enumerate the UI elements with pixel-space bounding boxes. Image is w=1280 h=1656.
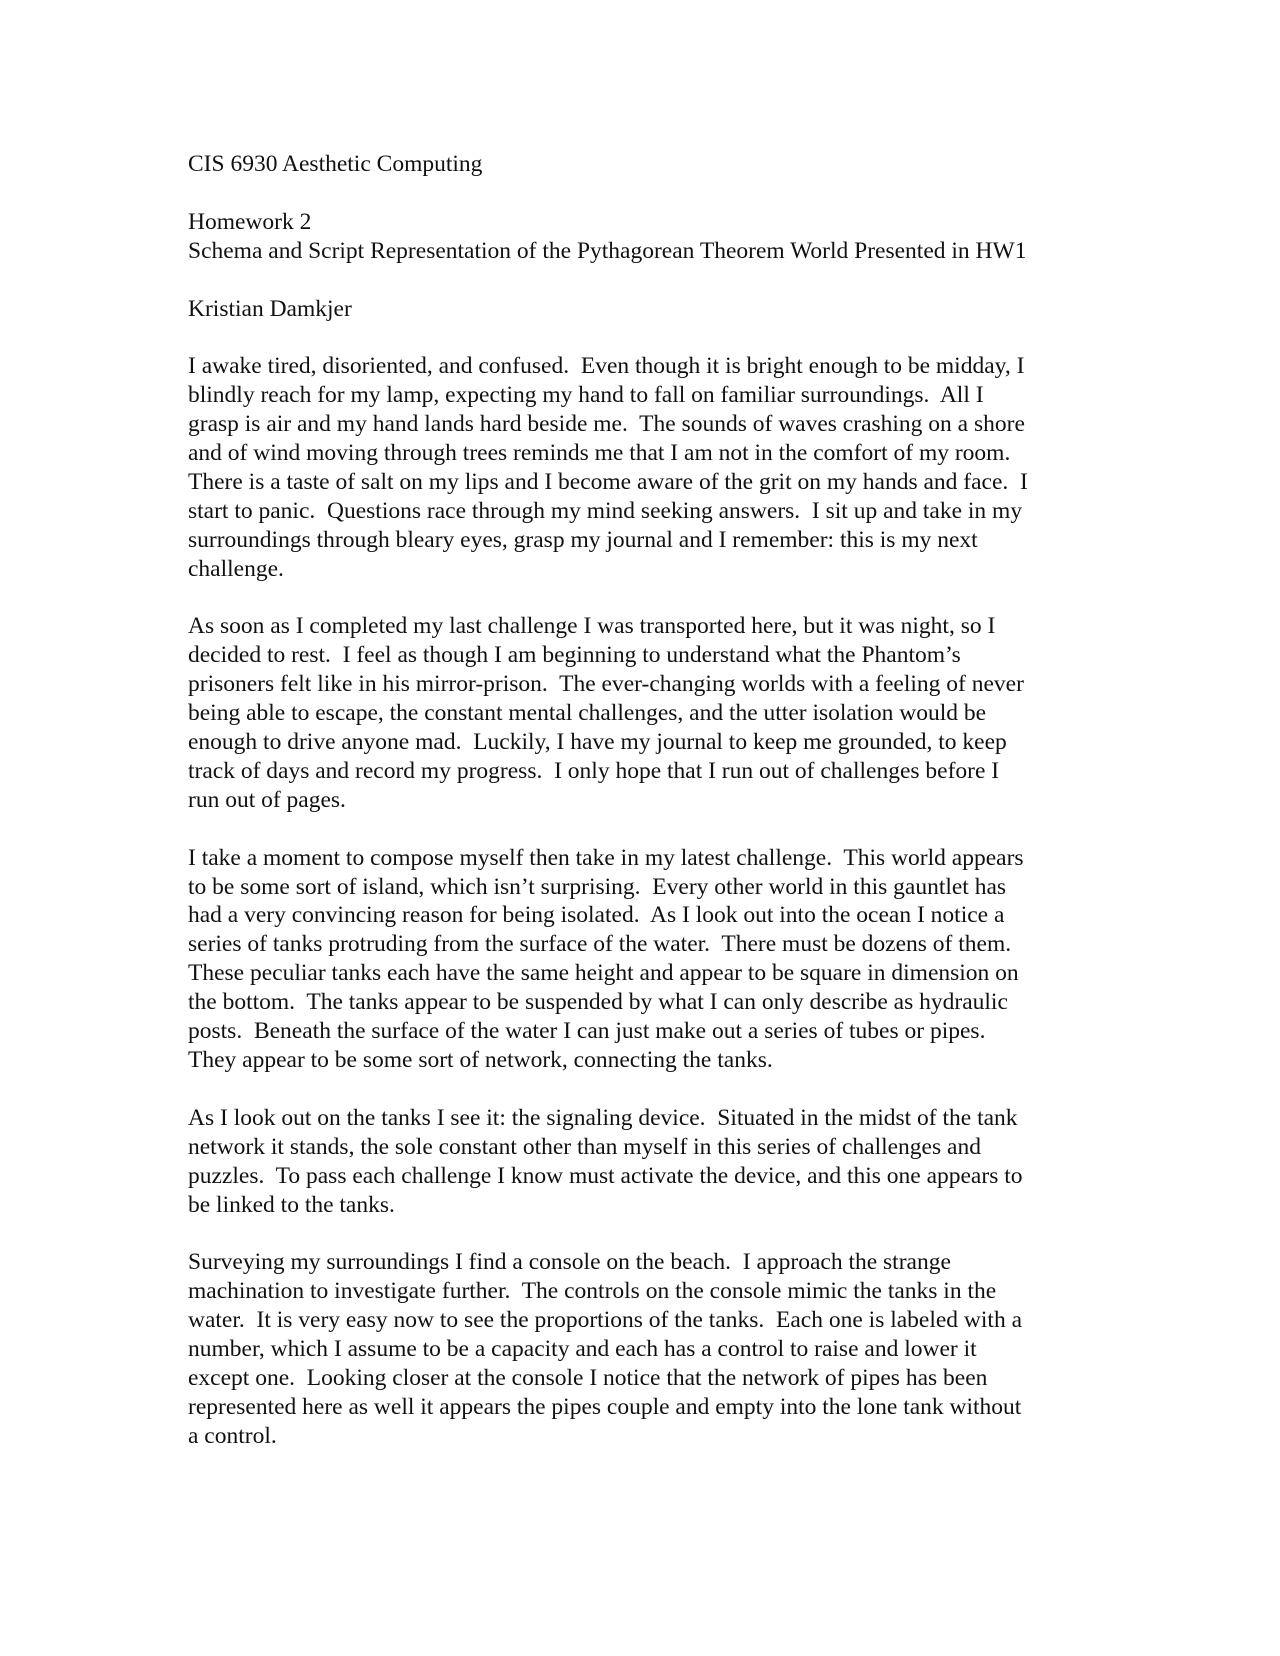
paragraph-line: a control. [188,1422,277,1449]
paragraph-line: the bottom. The tanks appear to be suspended by what I can only describe as hydraulic [188,989,1008,1016]
paragraph-line: to be some sort of island, which isn’t surprising. Every other world in this gauntlet has [188,873,1007,900]
paragraph-line: I awake tired, disoriented, and confused. Even though it is bright enough to be midday, I [188,353,1025,380]
paragraph-line: series of tanks protruding from the surface of the water. There must be dozens of them. [188,931,1012,958]
paragraph-line: number, which I assume to be a capacity and each has a control to raise and lower it [188,1336,977,1363]
paragraph-3 [188,844,1088,1075]
paragraph-line: Surveying my surroundings I find a console on the beach. I approach the strange [188,1249,951,1276]
paragraph-line: They appear to be some sort of network, connecting the tanks. [188,1047,773,1074]
paragraph-line: represented here as well it appears the pipes couple and empty into the lone tank without [188,1393,1022,1420]
paragraph-line: grasp is air and my hand lands hard beside me. The sounds of waves crashing on a shore [188,411,1025,438]
assignment-subtitle: Schema and Script Representation of the Pythagorean Theorem World Presented in HW1 [188,237,1027,264]
paragraph-line: As I look out on the tanks I see it: the signaling device. Situated in the midst of the tank [188,1104,1018,1131]
paragraph-line: challenge. [188,555,284,582]
paragraph-line: puzzles. To pass each challenge I know must activate the device, and this one appears to [188,1162,1023,1189]
paragraph-line: I take a moment to compose myself then take in my latest challenge. This world appears [188,844,1024,871]
paragraph-line: track of days and record my progress. I only hope that I run out of challenges before I [188,757,1000,784]
paragraph-line: water. It is very easy now to see the proportions of the tanks. Each one is labeled with a [188,1307,1023,1334]
paragraph-line: As soon as I completed my last challenge I was transported here, but it was night, so I [188,613,996,640]
paragraph-2 [188,612,1088,814]
paragraph-line: being able to escape, the constant mental challenges, and the utter isolation would be [188,700,987,727]
author-name: Kristian Damkjer [188,295,352,322]
paragraph-line: except one. Looking closer at the console I notice that the network of pipes has been [188,1364,988,1391]
author-heading [188,295,1088,324]
paragraph-line: posts. Beneath the surface of the water I can just make out a series of tubes or pipes. [188,1018,986,1045]
paragraph-line: run out of pages. [188,786,346,813]
paragraph-5 [188,1248,1088,1450]
assignment-heading [188,208,1088,266]
paragraph-line: network it stands, the sole constant other than myself in this series of challenges and [188,1133,981,1160]
paragraph-line: machination to investigate further. The controls on the console mimic the tanks in the [188,1278,997,1305]
paragraph-4 [188,1104,1088,1220]
paragraph-1 [188,352,1088,583]
document-body [188,150,1088,1480]
paragraph-line: be linked to the tanks. [188,1191,395,1218]
paragraph-line: enough to drive anyone mad. Luckily, I have my journal to keep me grounded, to keep [188,729,1007,756]
paragraph-line: decided to rest. I feel as though I am beginning to understand what the Phantom’s [188,642,961,669]
course-heading [188,150,1088,179]
paragraph-line: These peculiar tanks each have the same height and appear to be square in dimension on [188,960,1019,987]
course-title: CIS 6930 Aesthetic Computing [188,151,483,177]
paragraph-line: blindly reach for my lamp, expecting my hand to fall on familiar surroundings. All I [188,382,984,409]
assignment-title: Homework 2 [188,208,312,235]
paragraph-line: had a very convincing reason for being isolated. As I look out into the ocean I notice a [188,902,1005,929]
paragraph-line: and of wind moving through trees reminds me that I am not in the comfort of my room. [188,440,1011,467]
paragraph-line: surroundings through bleary eyes, grasp my journal and I remember: this is my next [188,526,978,553]
paragraph-line: start to panic. Questions race through my mind seeking answers. I sit up and take in my [188,497,1023,524]
paragraph-line: There is a taste of salt on my lips and I become aware of the grit on my hands and face. I [188,468,1028,495]
paragraph-line: prisoners felt like in his mirror-prison. The ever-changing worlds with a feeling of never [188,671,1024,698]
